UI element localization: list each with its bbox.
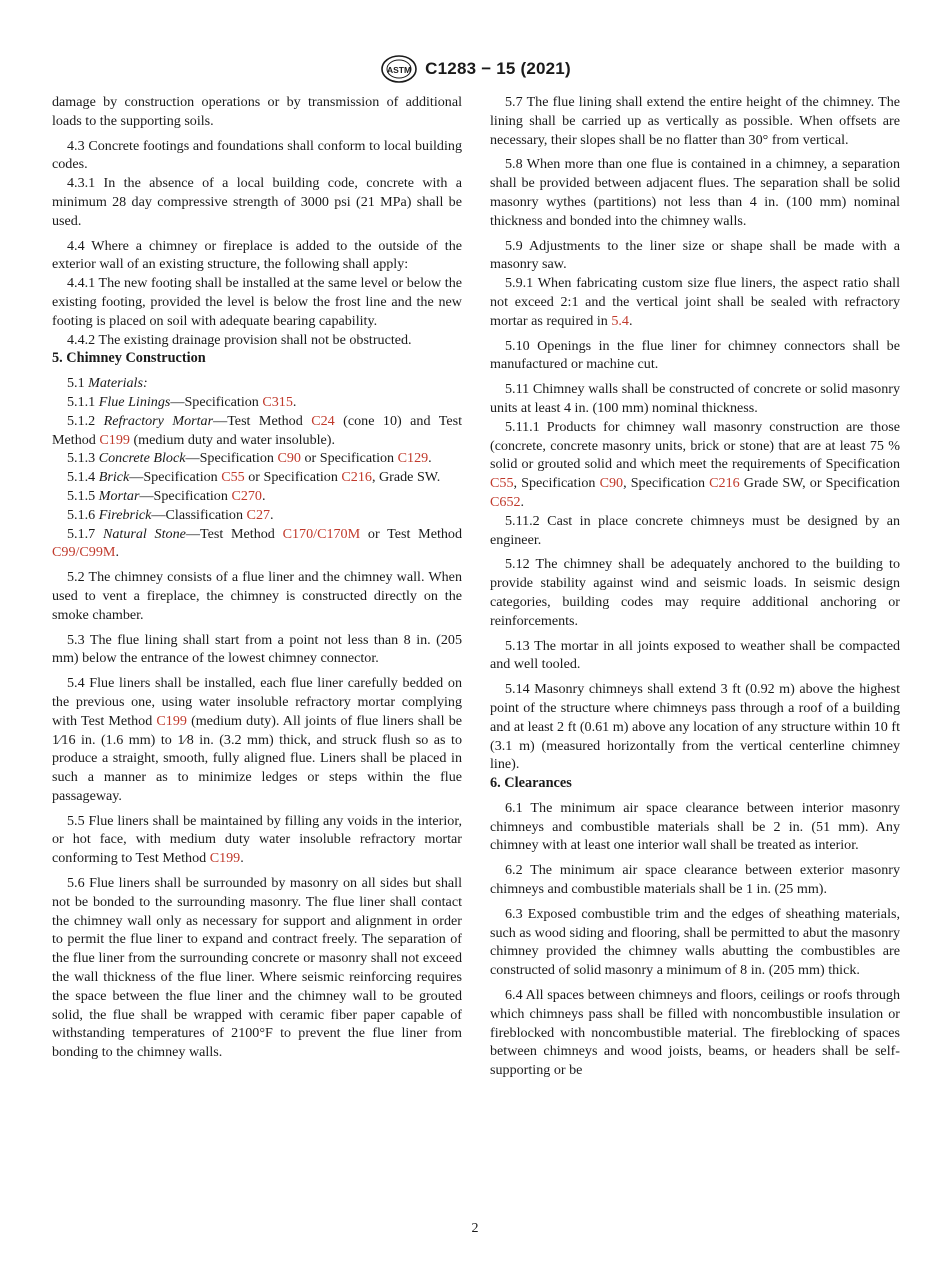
paragraph-5-1-6: 5.1.6 Firebrick—Classification C27. [67,506,274,523]
link-c199[interactable]: C199 [209,850,241,867]
paragraph-5-4: 5.4 Flue liners shall be installed, each flue liner carefully bedded on the previous one, using water insoluble refractory mortar complying with Test Method C199 (medium duty). All joints of flue liners shall be 1⁄16 in. (1.6 mm) to 1⁄8 in. (3.2 mm) thick, and struck flush so as to produce a straight, smooth, fully aligned flue. Liners shall be placed in such a manner as to minimize ledges or steps within the flue passageway. [52,675,462,804]
link-c315[interactable]: C315 [262,393,293,410]
paragraph-4-4-2: 4.4.2 The existing drainage provision shall not be obstructed. [67,331,412,348]
link-c55[interactable]: C55 [221,469,245,486]
section-heading-5: 5. Chimney Construction [52,350,206,367]
paragraph-6-1: 6.1 The minimum air space clearance between interior masonry chimneys and combustible materials shall be 2 in. (51 mm). Any chimney with at least one interior wall shall be treated as interior. [490,799,900,854]
paragraph-5-3: 5.3 The flue lining shall start from a point not less than 8 in. (205 mm) below the entrance of the lowest chimney connector. [52,631,462,667]
link-c216[interactable]: C216 [709,475,740,492]
link-section-5-4[interactable]: 5.4 [611,312,629,329]
paragraph-5-8: 5.8 When more than one flue is contained in a chimney, a separation shall be provided between adjacent flues. The separation shall be solid masonry wythes (partitions) not less than 4 in. (100 mm) nominal thickness and bonded into the chimney walls. [490,156,900,229]
page-header [0,52,950,86]
document-id: C1283 − 15 (2021) [425,59,571,78]
link-c270[interactable]: C270 [231,487,262,504]
link-c90[interactable]: C90 [599,475,624,492]
paragraph-5-13: 5.13 The mortar in all joints exposed to weather shall be compacted and well tooled. [490,637,900,673]
right-column [490,93,900,1080]
link-c129[interactable]: C129 [397,450,429,467]
paragraph-continued: damage by construction operations or by transmission of additional loads to the supporting soils. [52,94,462,129]
paragraph-4-3: 4.3 Concrete footings and foundations shall conform to local building codes. [52,137,462,173]
link-c90[interactable]: C90 [277,450,301,467]
paragraph-6-2: 6.2 The minimum air space clearance between exterior masonry chimneys and combustible materials shall be 1 in. (25 mm). [490,862,900,898]
paragraph-5-5: 5.5 Flue liners shall be maintained by filling any voids in the interior, or hot face, with medium duty water insoluble refractory mortar conforming to Test Method C199. [52,812,462,867]
section-heading-6: 6. Clearances [490,775,572,792]
paragraph-5-1-3: 5.1.3 Concrete Block—Specification C90 or Specification C129. [67,450,432,467]
link-c652[interactable]: C652 [490,493,521,510]
paragraph-5-1-1: 5.1.1 Flue Linings—Specification C315. [67,393,297,410]
paragraph-5-1: 5.1 Materials: [67,375,148,392]
fraction-1-8: 1⁄8 [177,731,194,748]
paragraph-6-3: 6.3 Exposed combustible trim and the edges of sheathing materials, such as wood siding and flooring, shall be permitted to abut the masonry chimney provided the chimney walls abutting the combustibles are constructed of solid masonry a minimum of 8 in. (205 mm) thick. [490,905,900,979]
paragraph-5-11: 5.11 Chimney walls shall be constructed of concrete or solid masonry units at least 4 in. (100 mm) nominal thickness. [490,381,900,416]
page-number: 2 [471,1221,479,1236]
link-c199[interactable]: C199 [99,431,130,448]
paragraph-5-1-4: 5.1.4 Brick—Specification C55 or Specification C216, Grade SW. [67,469,441,486]
left-column [52,93,462,1062]
paragraph-4-3-1: 4.3.1 In the absence of a local building code, concrete with a minimum 28 day compressive strength of 3000 psi (21 MPa) shall be used. [52,175,462,229]
paragraph-6-4: 6.4 All spaces between chimneys and floors, ceilings or roofs through which chimneys pass shall be filled with noncombustible insulation or fireblocked with noncombustible material. The fireblocking of spaces between chimneys and wood joists, beams, or headers shall be self-supporting or be [490,987,900,1079]
link-c99[interactable]: C99/C99M [52,544,116,561]
paragraph-5-1-7: 5.1.7 Natural Stone—Test Method C170/C170M or Test Method C99/C99M. [52,525,463,561]
paragraph-5-7: 5.7 The flue lining shall extend the entire height of the chimney. The lining shall be carried up as vertically as possible. When offsets are necessary, their slopes shall be no flatter than 30° from vertical. [490,94,900,148]
link-c216[interactable]: C216 [341,469,372,486]
link-c55[interactable]: C55 [490,475,514,492]
paragraph-5-11-1: 5.11.1 Products for chimney wall masonry construction are those (concrete, concrete masonry units, brick or stone) that are at least 75 % solid or grouted solid and which meet the requirements of Specification C55, Specification C90, Specification C216 Grade SW, or Specification C652. [490,418,900,510]
fraction-1-16: 1⁄16 [52,731,76,748]
paragraph-5-6: 5.6 Flue liners shall be surrounded by masonry on all sides but shall not be bonded to the surrounding masonry. The flue liner shall contact the chimney wall only as necessary for support and alignment in order to permit the flue liner to expand and contract freely. The separation of the flue liner from the surrounding concrete or masonry shall not exceed the wall thickness of the flue liner. Where seismic reinforcing requires the space between the flue liner and the chimney wall to be grouted solid, the flue shall be wrapped with ceramic fiber paper capable of withstanding temperatures of 2100°F to prevent the flue liner from bonding to the chimney walls. [52,875,462,1061]
paragraph-5-1-5: 5.1.5 Mortar—Specification C270. [67,487,266,504]
paragraph-4-4-1: 4.4.1 The new footing shall be installed at the same level or below the existing footing, provided the level is below the frost line and the new footing is placed on soil with adequate bearing capability. [52,275,462,329]
paragraph-5-11-2: 5.11.2 Cast in place concrete chimneys must be designed by an engineer. [490,512,900,548]
paragraph-5-9-1: 5.9.1 When fabricating custom size flue liners, the aspect ratio shall not exceed 2:1 and the vertical joint shall be sealed with refractory mortar as required in 5.4. [490,275,900,329]
paragraph-5-2: 5.2 The chimney consists of a flue liner and the chimney wall. When used to vent a fireplace, the chimney is constructed directly on the smoke chamber. [52,569,462,623]
paragraph-5-10: 5.10 Openings in the flue liner for chimney connectors shall be manufactured or machine cut. [490,337,900,373]
logo-text: ASTM [387,65,412,75]
link-c199[interactable]: C199 [156,712,187,729]
link-c27[interactable]: C27 [246,506,271,523]
paragraph-4-4: 4.4 Where a chimney or fireplace is added to the outside of the exterior wall of an existing structure, the following shall apply: [52,237,462,273]
paragraph-5-9: 5.9 Adjustments to the liner size or shape shall be made with a masonry saw. [490,237,900,273]
link-c170[interactable]: C170/C170M [282,525,361,542]
paragraph-5-12: 5.12 The chimney shall be adequately anchored to the building to provide stability against wind and seismic loads. In seismic design categories, building codes may require additional anchoring or reinforcements. [490,556,900,629]
astm-logo-icon [379,54,419,84]
paragraph-5-1-2: 5.1.2 Refractory Mortar—Test Method C24 (cone 10) and Test Method C199 (medium duty and water insoluble). [52,412,462,448]
paragraph-5-14: 5.14 Masonry chimneys shall extend 3 ft (0.92 m) above the highest point of the structure where chimneys pass through a roof of a building and at least 2 ft (0.61 m) above any location of any structure within 10 ft (3.1 m) (measured horizontally from the vertical centerline chimney line). [490,681,900,773]
link-c24[interactable]: C24 [311,412,335,429]
